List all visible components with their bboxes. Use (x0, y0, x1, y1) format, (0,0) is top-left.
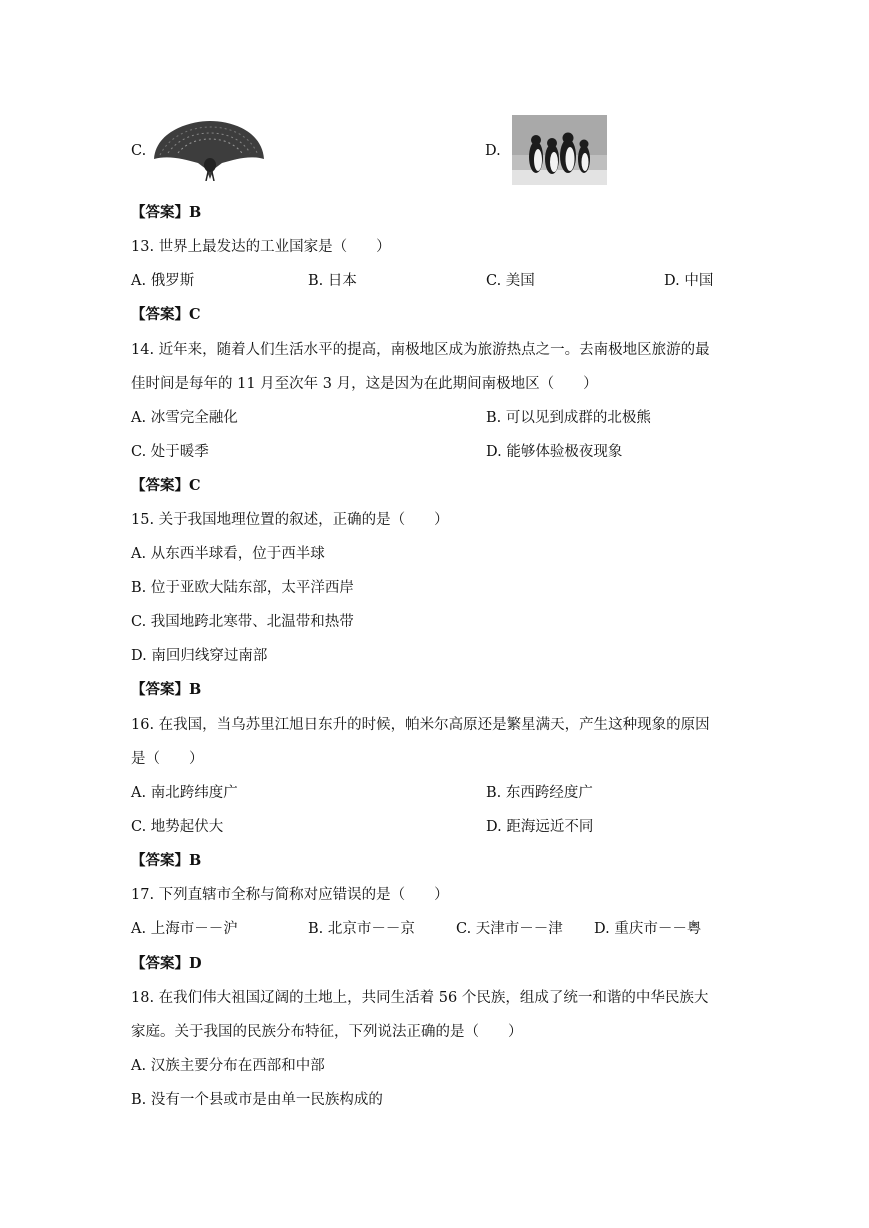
q17-option-b: B. 北京市－－京 (308, 921, 415, 937)
q14-stem-line1: 14. 近年来，随着人们生活水平的提高，南极地区成为旅游热点之一。去南极地区旅游的最 (131, 342, 710, 358)
q14-option-c: C. 处于暖季 (131, 444, 209, 460)
q12-answer: 【答案】B (131, 204, 202, 221)
q16-option-b: B. 东西跨经度广 (486, 785, 593, 801)
q15-option-a: A. 从东西半球看，位于西半球 (131, 546, 325, 562)
q16-stem-line1: 16. 在我国，当乌苏里江旭日东升的时候，帕米尔高原还是繁星满天，产生这种现象的原因 (131, 717, 710, 733)
q13-stem: 13. 世界上最发达的工业国家是（ ） (131, 239, 391, 255)
q13-option-b: B. 日本 (308, 273, 357, 289)
q14-stem-line2: 佳时间是每年的 11 月至次年 3 月，这是因为在此期间南极地区（ ） (131, 376, 598, 392)
q13-option-d: D. 中国 (664, 273, 714, 289)
q14-answer: 【答案】C (131, 477, 201, 494)
q18-stem-line1: 18. 在我们伟大祖国辽阔的土地上，共同生活着 56 个民族，组成了统一和谐的中华民族大 (131, 990, 709, 1006)
q18-option-b: B. 没有一个县或市是由单一民族构成的 (131, 1092, 383, 1108)
q17-option-a: A. 上海市－－沪 (131, 921, 238, 937)
q17-answer: 【答案】D (131, 955, 202, 972)
q12-option-d-label: D. (485, 143, 501, 159)
q15-option-d: D. 南回归线穿过南部 (131, 648, 268, 664)
q16-option-a: A. 南北跨纬度广 (131, 785, 238, 801)
q13-option-c: C. 美国 (486, 273, 535, 289)
q18-option-a: A. 汉族主要分布在西部和中部 (131, 1058, 325, 1074)
peacock-image (150, 119, 268, 181)
q15-option-c: C. 我国地跨北寒带、北温带和热带 (131, 614, 354, 630)
q15-option-b: B. 位于亚欧大陆东部，太平洋西岸 (131, 580, 354, 596)
q16-answer: 【答案】B (131, 852, 202, 869)
q12-option-c-label: C. (131, 143, 147, 159)
q15-answer: 【答案】B (131, 681, 202, 698)
penguins-image (512, 115, 607, 185)
q16-option-d: D. 距海远近不同 (486, 819, 594, 835)
q17-option-c: C. 天津市－－津 (456, 921, 563, 937)
q16-stem-line2: 是（ ） (131, 751, 204, 767)
q13-answer: 【答案】C (131, 306, 201, 323)
q17-option-d: D. 重庆市－－粤 (594, 921, 702, 937)
q17-stem: 17. 下列直辖市全称与简称对应错误的是（ ） (131, 887, 449, 903)
q13-option-a: A. 俄罗斯 (131, 273, 195, 289)
q18-stem-line2: 家庭。关于我国的民族分布特征，下列说法正确的是（ ） (131, 1024, 523, 1040)
q14-option-a: A. 冰雪完全融化 (131, 410, 238, 426)
q16-option-c: C. 地势起伏大 (131, 819, 224, 835)
q14-option-b: B. 可以见到成群的北极熊 (486, 410, 651, 426)
q14-option-d: D. 能够体验极夜现象 (486, 444, 623, 460)
q15-stem: 15. 关于我国地理位置的叙述，正确的是（ ） (131, 512, 449, 528)
